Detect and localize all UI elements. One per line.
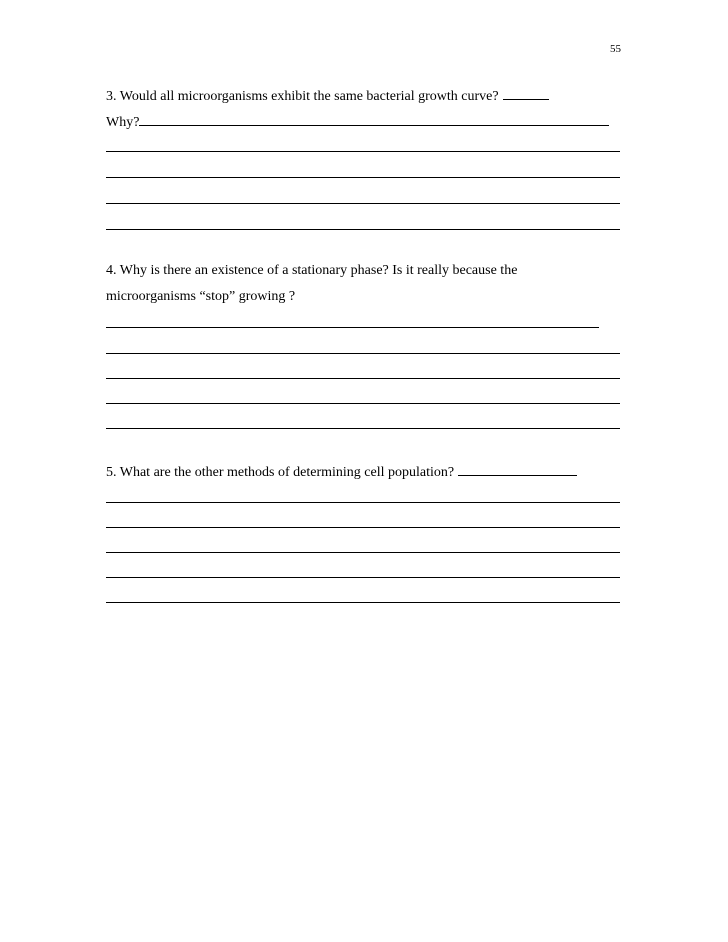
question-3-line-2 [106, 112, 609, 132]
question-5-answer-line[interactable] [106, 552, 620, 553]
question-5-line-1 [106, 462, 577, 482]
question-3-line-1 [106, 86, 549, 106]
question-3-text: 3. Would all microorganisms exhibit the same bacterial growth curve? [106, 89, 499, 104]
question-5-answer-line[interactable] [106, 602, 620, 603]
question-5-answer-line[interactable] [106, 527, 620, 528]
question-5-text: 5. What are the other methods of determining cell population? [106, 465, 455, 480]
question-3-answer-line[interactable] [106, 151, 620, 152]
question-3-answer-line[interactable] [106, 203, 620, 204]
question-3-why-blank[interactable] [139, 112, 609, 126]
page-number: 55 [610, 43, 621, 55]
question-3-answer-line[interactable] [106, 177, 620, 178]
question-3-short-answer-blank[interactable] [503, 86, 549, 100]
question-4-answer-line[interactable] [106, 378, 620, 379]
question-4-line-2: microorganisms “stop” growing ? [106, 289, 296, 304]
question-5-answer-line[interactable] [106, 577, 620, 578]
question-4-answer-line[interactable] [106, 403, 620, 404]
question-4-answer-line[interactable] [106, 353, 620, 354]
question-4-line-1: 4. Why is there an existence of a stationary phase? Is it really because the [106, 263, 518, 278]
question-4-answer-line[interactable] [106, 327, 599, 328]
question-4-answer-line[interactable] [106, 428, 620, 429]
question-3-answer-line[interactable] [106, 229, 620, 230]
question-5-short-answer-blank[interactable] [458, 462, 577, 476]
question-3-why-label: Why? [106, 115, 140, 130]
question-5-answer-line[interactable] [106, 502, 620, 503]
